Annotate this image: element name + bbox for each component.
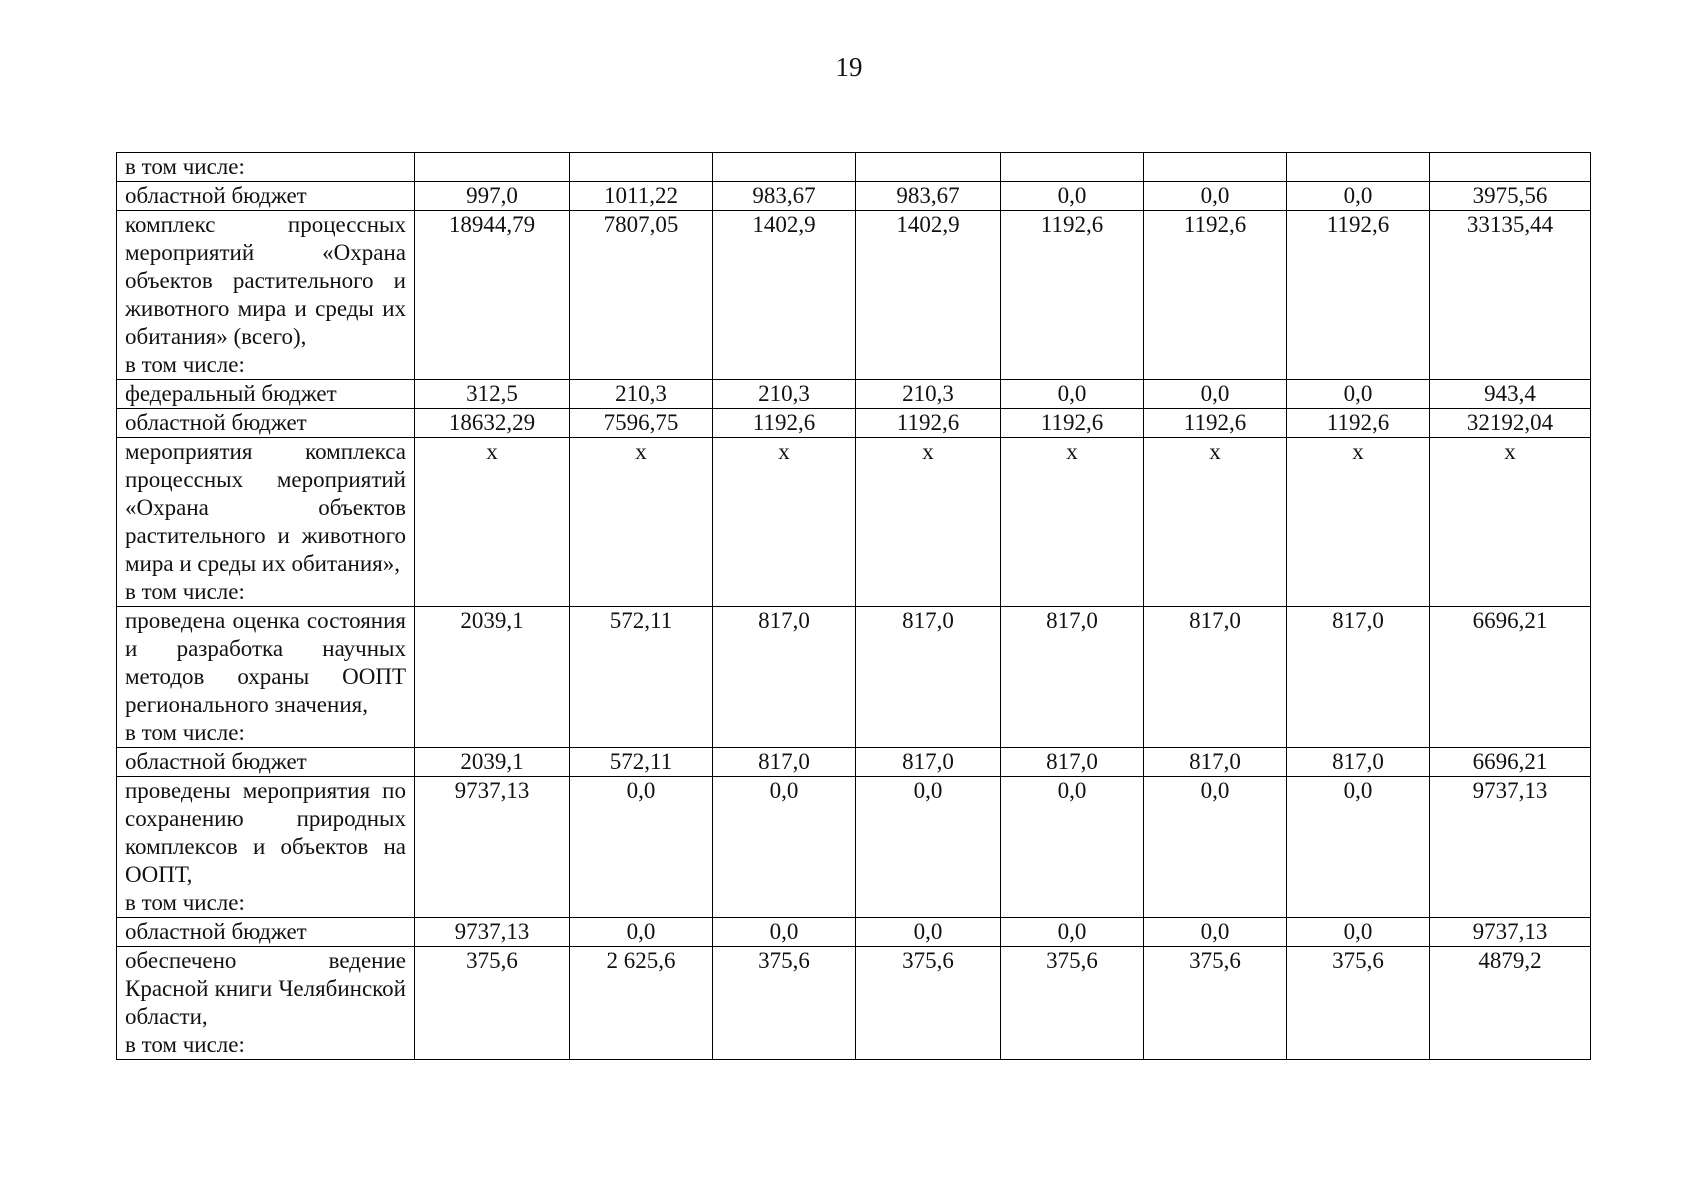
value-cell: 572,11: [570, 607, 713, 748]
value-cell: 0,0: [1287, 918, 1430, 947]
value-cell: 983,67: [713, 182, 856, 211]
total-cell: 9737,13: [1430, 918, 1591, 947]
value-cell: [856, 153, 1001, 182]
value-cell: 0,0: [1287, 182, 1430, 211]
table-row: [117, 748, 1591, 777]
value-cell: 817,0: [1001, 748, 1144, 777]
value-cell: 983,67: [856, 182, 1001, 211]
value-cell: 0,0: [570, 777, 713, 918]
value-cell: х: [856, 438, 1001, 607]
row-label: в том числе:: [117, 153, 415, 182]
row-label: комплекс процессных мероприятий «Охрана объектов растительного и животного мира и среды их обитания» (всего), в том числе:: [117, 211, 415, 380]
value-cell: 997,0: [415, 182, 570, 211]
value-cell: 0,0: [1001, 918, 1144, 947]
value-cell: 210,3: [713, 380, 856, 409]
value-cell: [1144, 153, 1287, 182]
value-cell: 375,6: [1001, 947, 1144, 1060]
page-number: 19: [835, 52, 863, 82]
total-cell: [1430, 153, 1591, 182]
total-cell: 33135,44: [1430, 211, 1591, 380]
value-cell: 0,0: [856, 918, 1001, 947]
value-cell: х: [1287, 438, 1430, 607]
value-cell: 1192,6: [1144, 409, 1287, 438]
value-cell: 375,6: [1144, 947, 1287, 1060]
row-label: федеральный бюджет: [117, 380, 415, 409]
value-cell: х: [570, 438, 713, 607]
value-cell: [1287, 153, 1430, 182]
value-cell: 817,0: [856, 748, 1001, 777]
value-cell: 0,0: [1144, 918, 1287, 947]
value-cell: 0,0: [1001, 380, 1144, 409]
value-cell: 1402,9: [713, 211, 856, 380]
row-label: областной бюджет: [117, 748, 415, 777]
value-cell: 1011,22: [570, 182, 713, 211]
value-cell: 0,0: [1144, 380, 1287, 409]
value-cell: х: [415, 438, 570, 607]
value-cell: [713, 153, 856, 182]
value-cell: х: [1001, 438, 1144, 607]
value-cell: х: [713, 438, 856, 607]
value-cell: 2039,1: [415, 748, 570, 777]
value-cell: 0,0: [570, 918, 713, 947]
row-label: областной бюджет: [117, 182, 415, 211]
value-cell: 9737,13: [415, 918, 570, 947]
value-cell: [1001, 153, 1144, 182]
value-cell: 7596,75: [570, 409, 713, 438]
table-row: [117, 438, 1591, 607]
value-cell: 312,5: [415, 380, 570, 409]
value-cell: 817,0: [856, 607, 1001, 748]
value-cell: 9737,13: [415, 777, 570, 918]
value-cell: 210,3: [856, 380, 1001, 409]
value-cell: 2 625,6: [570, 947, 713, 1060]
value-cell: 817,0: [713, 607, 856, 748]
value-cell: [415, 153, 570, 182]
value-cell: 817,0: [1144, 748, 1287, 777]
value-cell: 375,6: [415, 947, 570, 1060]
total-cell: 6696,21: [1430, 607, 1591, 748]
table-row: [117, 409, 1591, 438]
total-cell: х: [1430, 438, 1591, 607]
table-row: [117, 947, 1591, 1060]
total-cell: 943,4: [1430, 380, 1591, 409]
value-cell: 817,0: [1287, 607, 1430, 748]
value-cell: 375,6: [713, 947, 856, 1060]
value-cell: х: [1144, 438, 1287, 607]
value-cell: 1192,6: [1001, 409, 1144, 438]
value-cell: 1192,6: [1287, 211, 1430, 380]
table-row: [117, 182, 1591, 211]
row-label: проведена оценка состояния и разработка научных методов охраны ООПТ регионального значения, в том числе:: [117, 607, 415, 748]
table-row: [117, 380, 1591, 409]
value-cell: 1192,6: [856, 409, 1001, 438]
table-row: [117, 153, 1591, 182]
value-cell: 0,0: [713, 918, 856, 947]
value-cell: 18944,79: [415, 211, 570, 380]
value-cell: 375,6: [856, 947, 1001, 1060]
value-cell: 0,0: [856, 777, 1001, 918]
total-cell: 4879,2: [1430, 947, 1591, 1060]
value-cell: 817,0: [1144, 607, 1287, 748]
value-cell: 0,0: [713, 777, 856, 918]
value-cell: 1192,6: [1287, 409, 1430, 438]
table-row: [117, 918, 1591, 947]
value-cell: 817,0: [713, 748, 856, 777]
row-label: проведены мероприятия по сохранению природных комплексов и объектов на ООПТ, в том числе:: [117, 777, 415, 918]
table-row: [117, 607, 1591, 748]
total-cell: 9737,13: [1430, 777, 1591, 918]
total-cell: 6696,21: [1430, 748, 1591, 777]
value-cell: 1402,9: [856, 211, 1001, 380]
value-cell: 18632,29: [415, 409, 570, 438]
row-label: обеспечено ведение Красной книги Челябинской области, в том числе:: [117, 947, 415, 1060]
value-cell: 817,0: [1001, 607, 1144, 748]
value-cell: 0,0: [1287, 777, 1430, 918]
value-cell: 0,0: [1144, 777, 1287, 918]
table-row: [117, 211, 1591, 380]
value-cell: 817,0: [1287, 748, 1430, 777]
total-cell: 32192,04: [1430, 409, 1591, 438]
value-cell: 1192,6: [713, 409, 856, 438]
table-row: [117, 777, 1591, 918]
value-cell: 0,0: [1287, 380, 1430, 409]
row-label: областной бюджет: [117, 918, 415, 947]
value-cell: 1192,6: [1144, 211, 1287, 380]
row-label: мероприятия комплекса процессных мероприятий «Охрана объектов растительного и животного мира и среды их обитания», в том числе:: [117, 438, 415, 607]
value-cell: [570, 153, 713, 182]
value-cell: 572,11: [570, 748, 713, 777]
value-cell: 1192,6: [1001, 211, 1144, 380]
value-cell: 0,0: [1001, 182, 1144, 211]
value-cell: 7807,05: [570, 211, 713, 380]
value-cell: 375,6: [1287, 947, 1430, 1060]
budget-table: [116, 152, 1591, 1060]
value-cell: 0,0: [1001, 777, 1144, 918]
value-cell: 210,3: [570, 380, 713, 409]
value-cell: 0,0: [1144, 182, 1287, 211]
total-cell: 3975,56: [1430, 182, 1591, 211]
row-label: областной бюджет: [117, 409, 415, 438]
value-cell: 2039,1: [415, 607, 570, 748]
